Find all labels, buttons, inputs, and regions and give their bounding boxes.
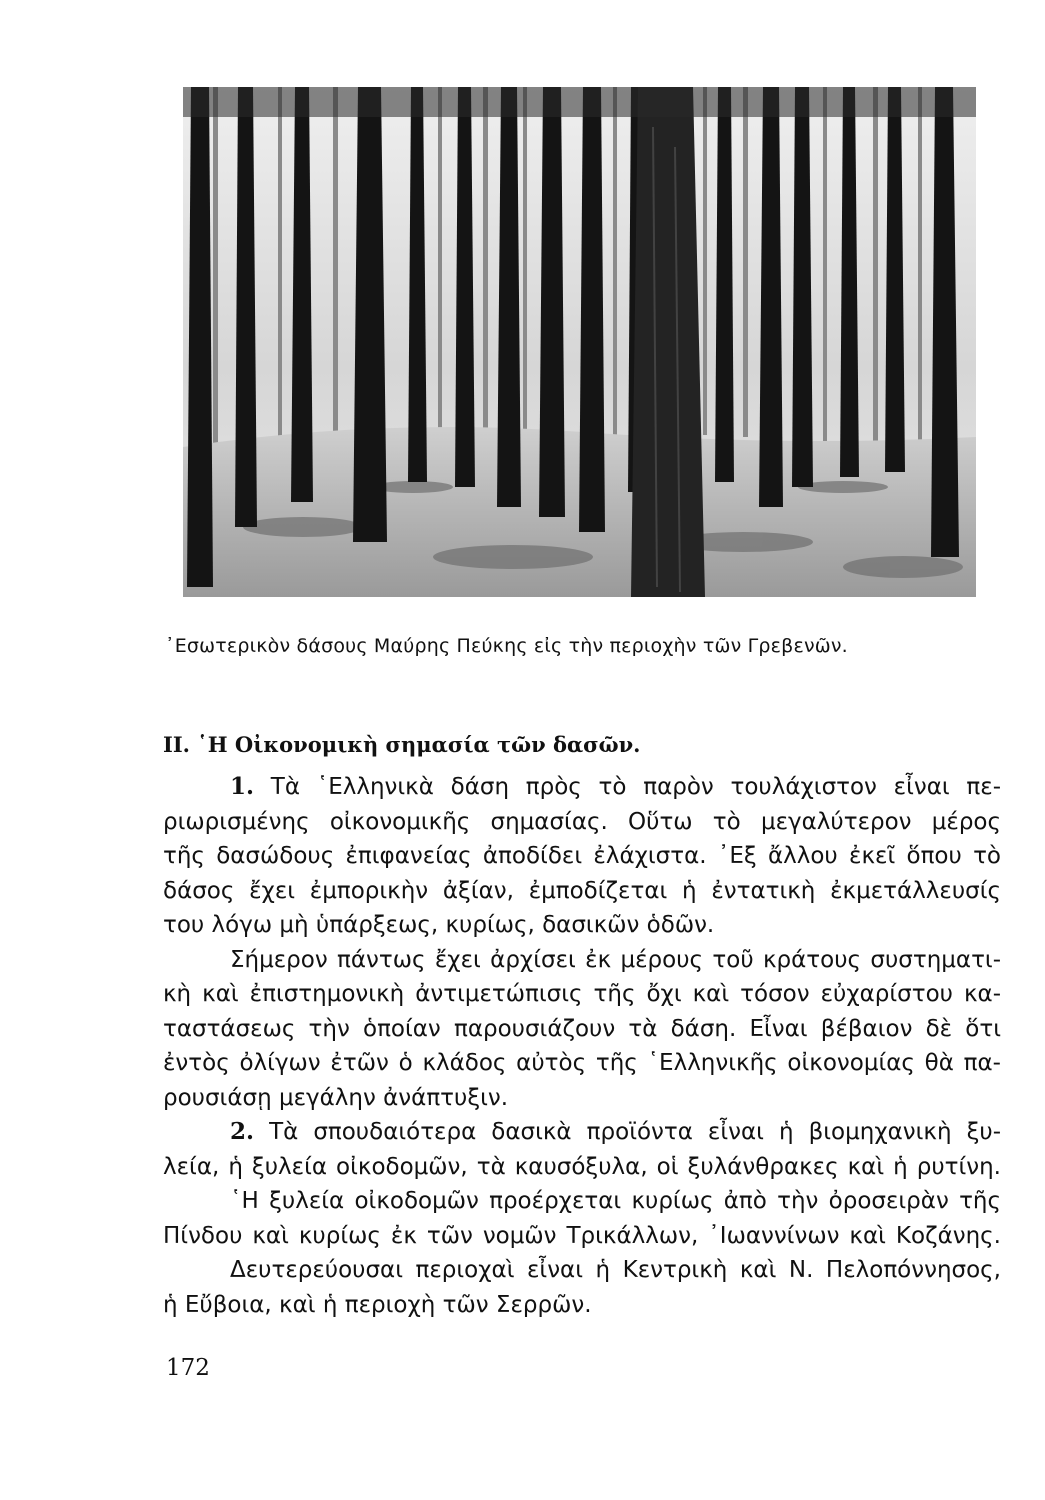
text-line [163,770,1001,805]
section-heading: II. ῾Η Οἰκονομικὴ σημασία τῶν δασῶν. [163,732,641,757]
page-number: 172 [166,1355,210,1381]
text-line: ταστάσεως τὴν ὁποίαν παρουσιάζουν τὰ δάση. Εἶναι βέβαιον δὲ ὅτι [163,1015,1001,1042]
body-text [163,770,1001,1322]
figure-caption: ᾿Εσωτερικὸν δάσους Μαύρης Πεύκης εἰς τὴν περιοχὴν τῶν Γρεβενῶν. [165,635,848,657]
paragraph-number: 2. [230,1118,255,1145]
text-line-content: Τὰ σπουδαιότερα δασικὰ προϊόντα εἶναι ἡ βιομηχανικὴ ξυ- [269,1119,1002,1145]
text-line: Πίνδου καὶ κυρίως ἐκ τῶν νομῶν Τρικάλλων, ᾿Ιωαννίνων καὶ Κοζάνης. [163,1222,1001,1249]
text-line: ριωρισμένης οἰκονομικῆς σημασίας. Οὕτω τὸ μεγαλύτερον μέρος [163,808,1001,835]
paragraph-number: 1. [230,773,255,800]
text-line: τῆς δασώδους ἐπιφανείας ἀποδίδει ἐλάχιστα. ᾿Εξ ἄλλου ἐκεῖ ὅπου τὸ [163,843,1001,869]
forest-photo-graphic [183,87,976,597]
text-line: ῾Η ξυλεία οἰκοδομῶν προέρχεται κυρίως ἀπὸ τὴν ὀροσειρὰν τῆς [230,1188,1001,1214]
text-line: Σήμερον πάντως ἔχει ἀρχίσει ἐκ μέρους τοῦ κράτους συστηματι- [230,946,1001,973]
text-line [163,1115,1001,1150]
text-line: κὴ καὶ ἐπιστημονικὴ ἀντιμετώπισις τῆς ὄχι καὶ τόσον εὐχαρίστου κα- [163,981,1001,1007]
text-line: ρουσιάσῃ μεγάλην ἀνάπτυξιν. [163,1084,509,1111]
forest-photo [183,87,976,597]
text-line: του λόγω μὴ ὑπάρξεως, κυρίως, δασικῶν ὁδῶν. [163,912,715,938]
text-line: δάσος ἔχει ἐμπορικὴν ἀξίαν, ἐμποδίζεται ἡ ἐντατικὴ ἐκμετάλλευσίς [163,877,1001,904]
text-line: Δευτερεύουσαι περιοχαὶ εἶναι ἡ Κεντρικὴ καὶ Ν. Πελοπόννησος, [230,1257,1001,1283]
text-line: λεία, ἡ ξυλεία οἰκοδομῶν, τὰ καυσόξυλα, οἱ ξυλάνθρακες καὶ ἡ ρυτίνη. [163,1153,1001,1180]
text-line: ἡ Εὔβοια, καὶ ἡ περιοχὴ τῶν Σερρῶν. [163,1291,592,1318]
text-line: ἐντὸς ὀλίγων ἐτῶν ὁ κλάδος αὐτὸς τῆς ῾Ελληνικῆς οἰκονομίας θὰ πα- [163,1050,1001,1076]
text-line-content: Τὰ ῾Ελληνικὰ δάση πρὸς τὸ παρὸν τουλάχιστον εἶναι πε- [270,774,1001,800]
